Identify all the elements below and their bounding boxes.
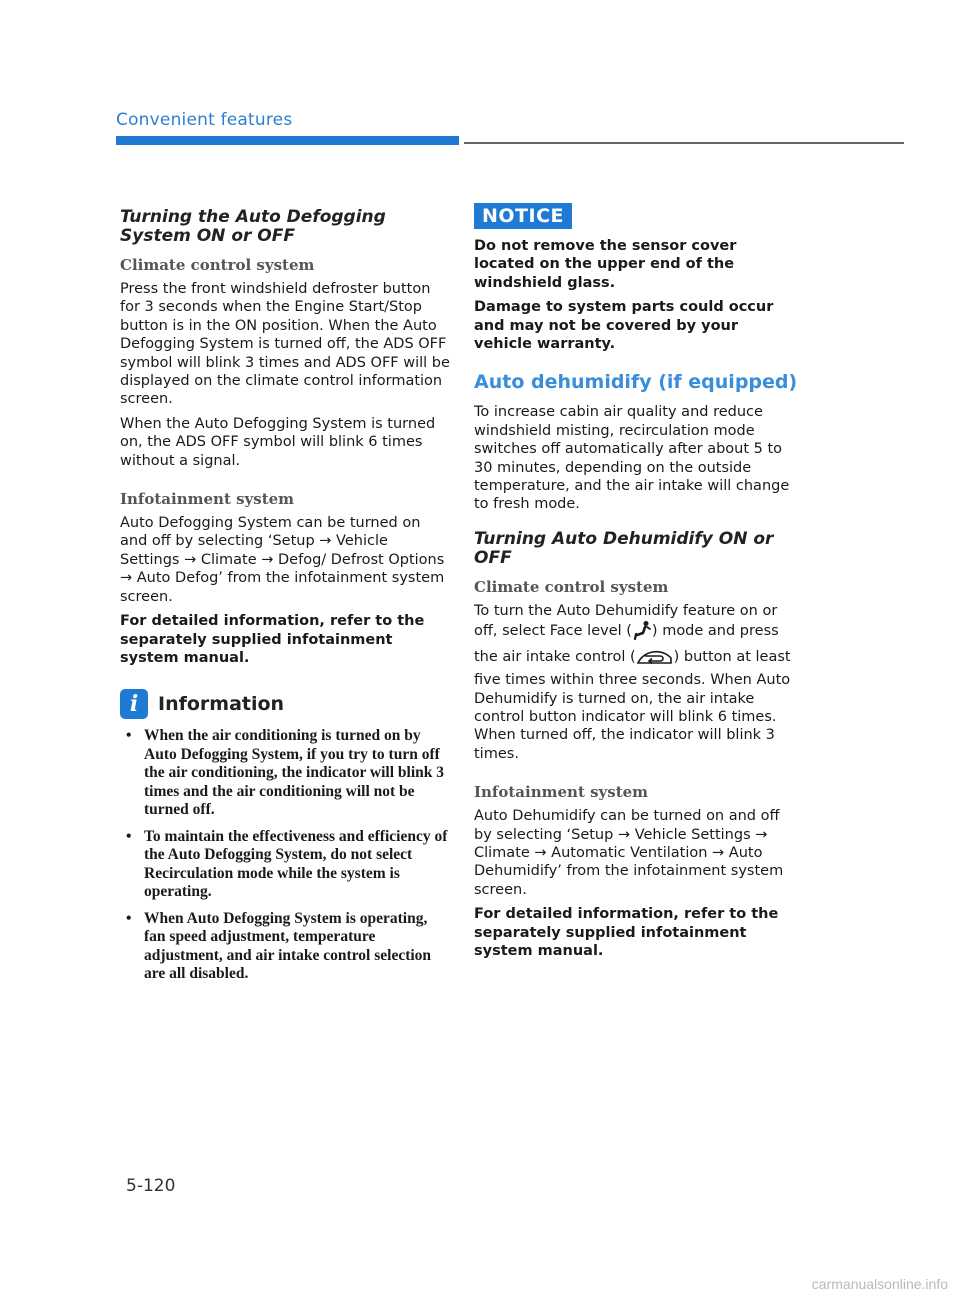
auto-dehumidify-paragraph: To increase cabin air quality and reduce windshield misting, recirculation mode switches off automatically after about 5 to 30 minutes, depending on the outside temperature, and the air intake will change to fresh mode. xyxy=(474,404,790,513)
infotainment-paragraph: Auto Defogging System can be turned on and off by selecting ‘Setup → Vehicle Settings → Climate → Defog/ Defrost Options → Auto Defog’ from the infotainment system screen. xyxy=(120,515,445,605)
information-header xyxy=(120,689,450,719)
notice-paragraph-2: Damage to system parts could occur and may not be covered by your vehicle warranty. xyxy=(474,299,774,353)
infotainment-reference: For detailed information, refer to the separately supplied infotainment system manual. xyxy=(120,613,425,666)
page-number: 5-120 xyxy=(126,1176,176,1196)
infotainment-heading-right: Infotainment system xyxy=(474,783,649,802)
auto-dehumidify-heading: Auto dehumidify (if equipped) xyxy=(474,371,798,394)
information-bullet: • To maintain the effectiveness and efficiency of the Auto Defogging System, do not select Recirculation mode while the system is operating. xyxy=(120,828,450,902)
watermark: carmanualsonline.info xyxy=(811,1276,948,1292)
infotainment-heading: Infotainment system xyxy=(120,490,295,509)
information-list xyxy=(120,727,450,984)
header-rule-blue xyxy=(116,136,459,145)
turning-dehumidify-heading: Turning Auto Dehumidify ON or OFF xyxy=(474,528,774,568)
right-column xyxy=(474,203,800,966)
information-icon: i xyxy=(120,689,148,719)
climate-paragraph-1: Press the front windshield defroster button for 3 seconds when the Engine Start/Stop button is in the ON position. When the Auto Defogging System is turned off, the ADS OFF symbol will blink 3 times and ADS OFF will be displayed on the climate control information screen. xyxy=(120,281,450,408)
information-bullet: • When the air conditioning is turned on by Auto Defogging System, if you try to turn off the air conditioning, the indicator will blink 3 times and the air conditioning will not be turned off. xyxy=(120,727,450,820)
infotainment-reference-right: For detailed information, refer to the separately supplied infotainment system manual. xyxy=(474,906,779,959)
climate-paragraph-2: When the Auto Defogging System is turned on, the ADS OFF symbol will blink 6 times without a signal. xyxy=(120,415,436,469)
information-title: Information xyxy=(158,693,285,716)
face-level-icon xyxy=(632,620,652,645)
notice-label: NOTICE xyxy=(474,203,572,229)
information-bullet: • When Auto Defogging System is operating, fan speed adjustment, temperature adjustment, and air intake control selection are all disabled. xyxy=(120,910,450,984)
climate-paragraph-right: To turn the Auto Dehumidify feature on or off, select Face level ( ) mode and press the air intake control ( ) button at least five times within three seconds. When Auto Dehumidify is turned on, the air intake control button indicator will blink 6 times. When turned off, the indicator will blink 3 times. xyxy=(474,602,791,762)
ads-heading: Turning the Auto Defogging System ON or OFF xyxy=(120,207,386,246)
left-column xyxy=(120,208,450,992)
notice-paragraph-1: Do not remove the sensor cover located on the upper end of the windshield glass. xyxy=(474,238,737,291)
infotainment-paragraph-right: Auto Dehumidify can be turned on and off by selecting ‘Setup → Vehicle Settings → Climate → Automatic Ventilation → Auto Dehumidify’ from the infotainment system screen. xyxy=(474,808,784,898)
header-rule-gray xyxy=(464,142,904,144)
section-title: Convenient features xyxy=(116,110,293,130)
climate-control-heading: Climate control system xyxy=(120,256,315,274)
air-intake-icon xyxy=(636,646,674,671)
climate-control-heading-right: Climate control system xyxy=(474,577,669,596)
